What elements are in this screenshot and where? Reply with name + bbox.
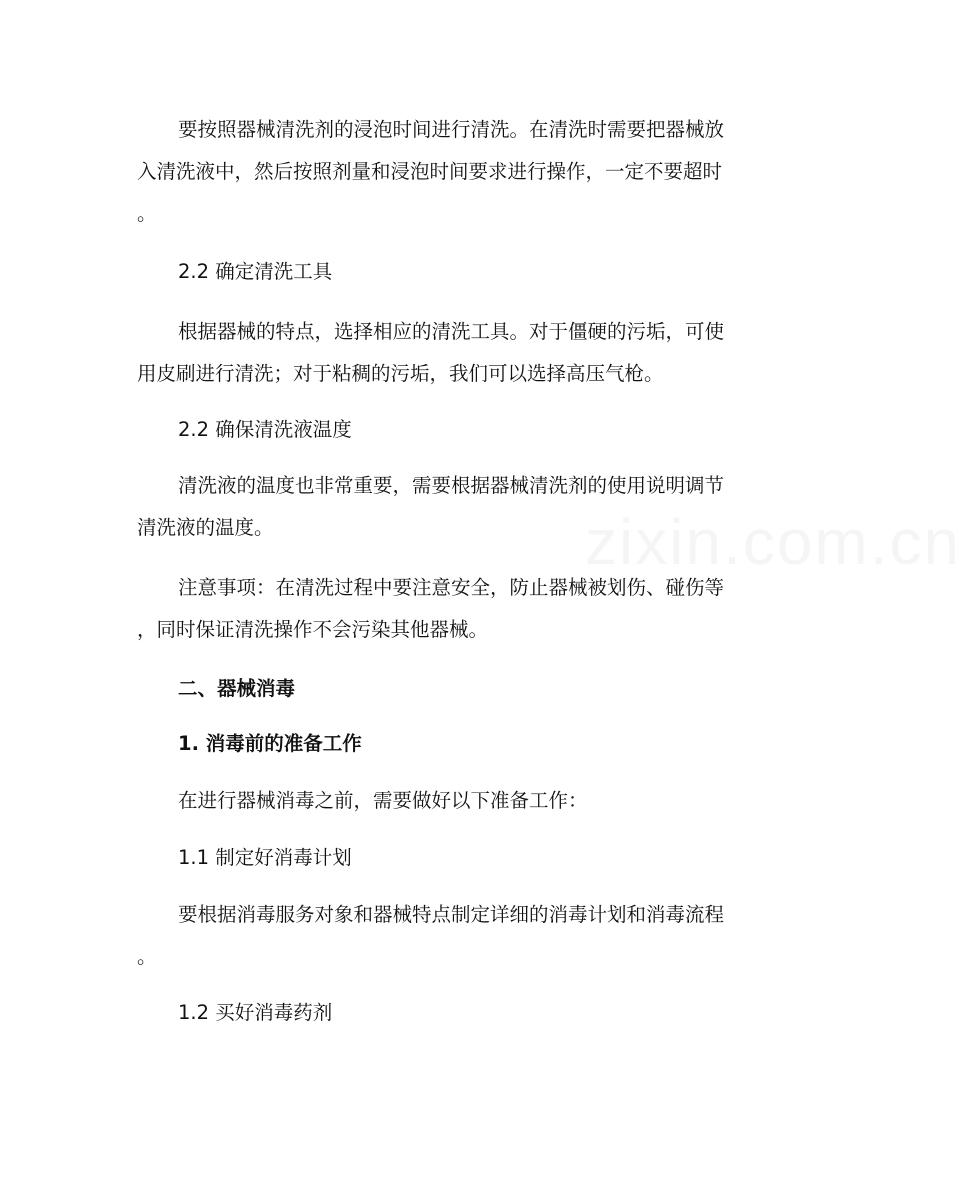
- subsection-heading: 1. 消毒前的准备工作: [178, 732, 362, 755]
- paragraph-line: 在进行器械消毒之前，需要做好以下准备工作：: [178, 789, 588, 812]
- paragraph-line: 要按照器械清洗剂的浸泡时间进行清洗。在清洗时需要把器械放: [178, 118, 725, 141]
- paragraph-line: ，同时保证清洗操作不会污染其他器械。: [137, 618, 489, 641]
- section-heading: 2.2 确定清洗工具: [178, 260, 333, 283]
- paragraph-line: 入清洗液中，然后按照剂量和浸泡时间要求进行操作，一定不要超时: [137, 160, 723, 183]
- section-heading: 2.2 确保清洗液温度: [178, 418, 352, 441]
- paragraph-line: 注意事项：在清洗过程中要注意安全，防止器械被划伤、碰伤等: [178, 576, 725, 599]
- paragraph-line: 清洗液的温度。: [137, 516, 274, 539]
- paragraph-line: 。: [137, 202, 157, 225]
- paragraph-line: 要根据消毒服务对象和器械特点制定详细的消毒计划和消毒流程: [178, 903, 725, 926]
- paragraph-line: 根据器械的特点，选择相应的清洗工具。对于僵硬的污垢，可使: [178, 320, 725, 343]
- watermark: zixin.com.cn: [585, 506, 961, 578]
- paragraph-line: 清洗液的温度也非常重要，需要根据器械清洗剂的使用说明调节: [178, 474, 725, 497]
- paragraph-line: 用皮刷进行清洗；对于粘稠的污垢，我们可以选择高压气枪。: [137, 362, 664, 385]
- section-heading: 1.2 买好消毒药剂: [178, 1001, 333, 1024]
- chapter-heading: 二、器械消毒: [178, 677, 296, 700]
- paragraph-line: 。: [137, 945, 157, 968]
- section-heading: 1.1 制定好消毒计划: [178, 846, 352, 869]
